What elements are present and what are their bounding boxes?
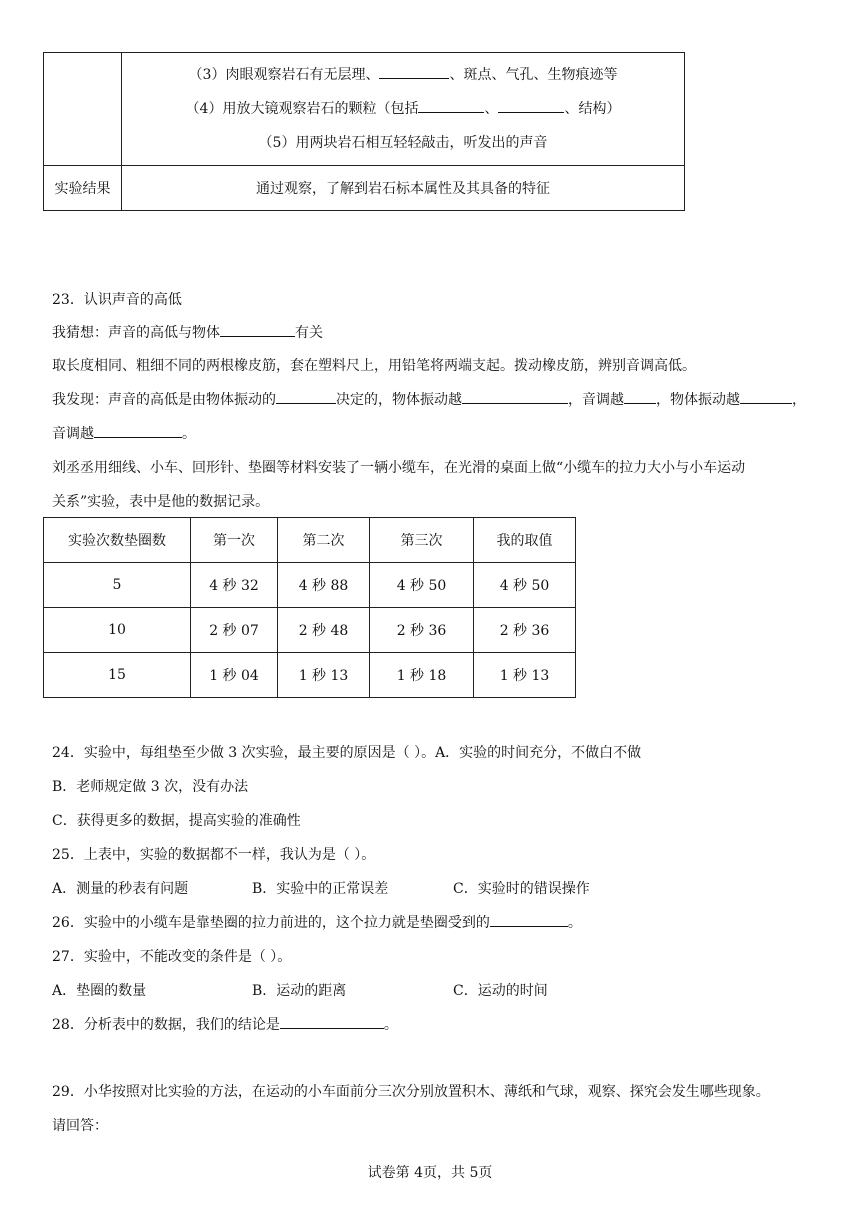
q25-option-b: B．实验中的正常误差 [252, 881, 389, 897]
table-cell: 2 秒 36 [474, 608, 576, 653]
q26: 26．实验中的小缆车是靠垫圈的拉力前进的，这个拉力就是垫圈受到的 。 [52, 912, 582, 932]
answer-blank [379, 64, 449, 79]
table-row [44, 563, 576, 608]
table-row [44, 608, 576, 653]
table-header-cell: 我的取值 [474, 518, 576, 563]
answer-blank [220, 322, 295, 337]
q27-option-a: A．垫圈的数量 [52, 983, 147, 999]
q28: 28．分析表中的数据，我们的结论是 。 [52, 1014, 398, 1034]
table-header-cell: 第三次 [370, 518, 474, 563]
result-label: 实验结果 [44, 166, 122, 211]
q23-guess: 我猜想：声音的高低与物体 有关 [52, 322, 323, 342]
table-header-cell: 实验次数垫圈数 [44, 518, 191, 563]
step-5: （5）用两块岩石相互轻轻敲击，听发出的声音 [258, 135, 548, 151]
q27-option-c: C．运动的时间 [453, 983, 548, 999]
q27: 27．实验中，不能改变的条件是（ ）。 [52, 949, 292, 965]
table-row [44, 653, 576, 698]
q25-option-a: A．测量的秒表有问题 [52, 881, 189, 897]
q23-finding-cont: 音调越 。 [52, 423, 196, 443]
result-text: 通过观察，了解到岩石标本属性及其具备的特征 [122, 166, 685, 211]
q24-option-c: C．获得更多的数据，提高实验的准确性 [52, 813, 301, 829]
table-cell: 10 [44, 608, 191, 653]
answer-blank [276, 389, 336, 404]
answer-blank [740, 389, 792, 404]
table-cell: 4 秒 50 [474, 563, 576, 608]
page-footer: 试卷第 4页，共 5页 [367, 1165, 493, 1181]
table-cell: 1 秒 18 [370, 653, 474, 698]
table-cell: 4 秒 50 [370, 563, 474, 608]
table-header-cell: 第二次 [278, 518, 370, 563]
step-3: （3）肉眼观察岩石有无层理、 、斑点、气孔、生物痕迹等 [122, 58, 684, 92]
data-table [43, 517, 576, 698]
table-cell: 1 秒 13 [474, 653, 576, 698]
q23-title: 23．认识声音的高低 [52, 292, 182, 308]
answer-blank [624, 389, 656, 404]
answer-blank [498, 98, 564, 113]
step-4: （4）用放大镜观察岩石的颗粒（包括 、 、结构） [122, 92, 684, 126]
q29: 29．小华按照对比实验的方法，在运动的小车面前分三次分别放置积木、薄纸和气球，观察、探究会发生哪些现象。 [52, 1084, 770, 1100]
q23-method: 取长度相同、粗细不同的两根橡皮筋，套在塑料尺上，用铅笔将两端支起。拨动橡皮筋，辨别音调高低。 [52, 358, 696, 374]
answer-blank [490, 912, 568, 927]
answer-blank [94, 423, 182, 438]
q27-option-b: B．运动的距离 [252, 983, 347, 999]
answer-blank [280, 1014, 384, 1029]
table-cell: 2 秒 36 [370, 608, 474, 653]
table-cell: 1 秒 04 [191, 653, 278, 698]
top-table-steps-cell [122, 53, 685, 166]
table-header-cell: 第一次 [191, 518, 278, 563]
q25-option-c: C．实验时的错误操作 [453, 881, 590, 897]
q29-prompt: 请回答： [52, 1118, 108, 1134]
table-cell: 2 秒 07 [191, 608, 278, 653]
q24: 24．实验中，每组垫至少做 3 次实验，最主要的原因是（ ）。A．实验的时间充分，不做白不做 [52, 745, 642, 761]
q24-option-b: B．老师规定做 3 次，没有办法 [52, 779, 249, 795]
table-cell: 15 [44, 653, 191, 698]
answer-blank [462, 389, 568, 404]
table-cell: 2 秒 48 [278, 608, 370, 653]
top-table [43, 52, 685, 211]
table-cell: 5 [44, 563, 191, 608]
q25: 25．上表中，实验的数据都不一样，我认为是（ ）。 [52, 847, 376, 863]
table-cell: 4 秒 88 [278, 563, 370, 608]
q23-story-line1: 刘丞丞用细线、小车、回形针、垫圈等材料安装了一辆小缆车，在光滑的桌面上做“小缆车的拉力大小与小车运动 [52, 460, 746, 476]
q23-finding: 我发现：声音的高低是由物体振动的 决定的，物体振动越 ，音调越 ，物体振动越 ， [52, 389, 806, 409]
answer-blank [418, 98, 484, 113]
table-header-row [44, 518, 576, 563]
q23-story-line2: 关系”实验，表中是他的数据记录。 [52, 494, 270, 510]
table-cell: 1 秒 13 [278, 653, 370, 698]
table-cell: 4 秒 32 [191, 563, 278, 608]
top-table-label-cell [44, 53, 122, 166]
